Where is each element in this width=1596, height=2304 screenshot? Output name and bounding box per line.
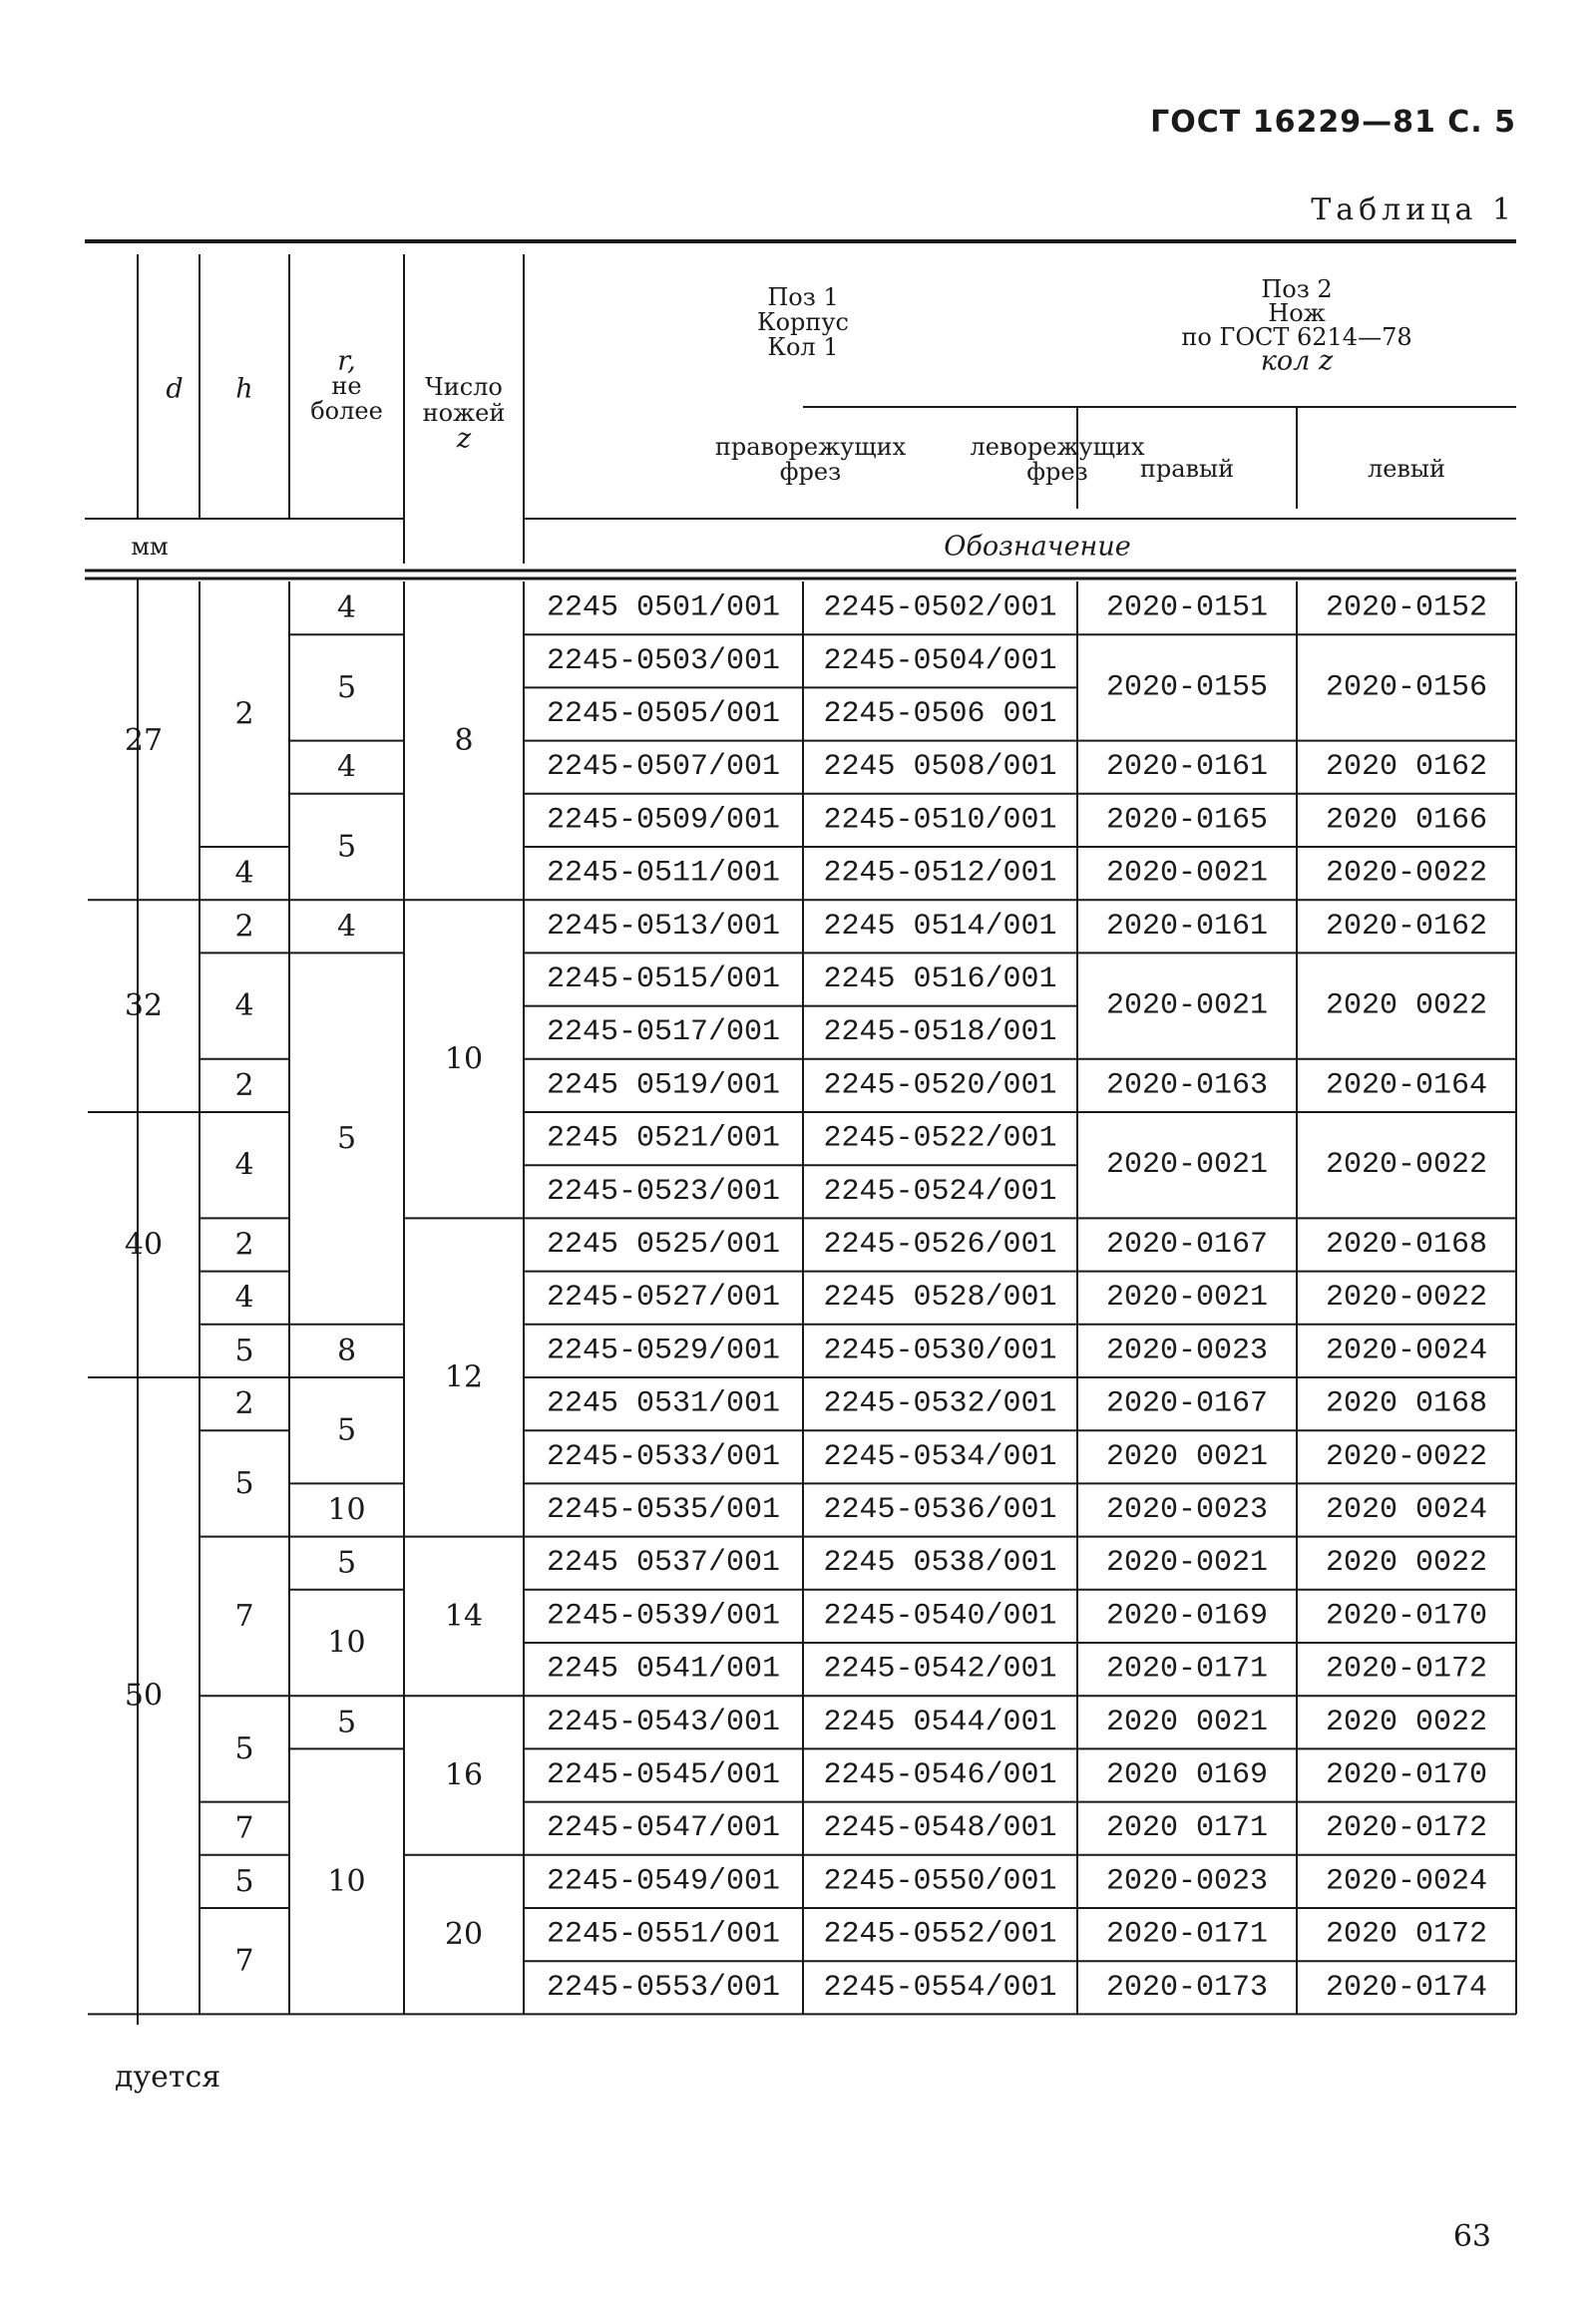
cell-knife-right: 2020-0151 <box>1105 590 1269 625</box>
header-pos2-left: левый <box>1367 455 1446 483</box>
cell-body-right: 2245-0511/001 <box>546 856 781 891</box>
cell-r: 10 <box>327 1492 366 1528</box>
cell-knife-left: 2020-0152 <box>1325 590 1488 625</box>
cell-knife-left: 2020 0022 <box>1325 1546 1488 1581</box>
cell-body-right: 2245 0525/001 <box>546 1228 781 1262</box>
cell-knife-left: 2020-0164 <box>1325 1068 1488 1103</box>
header-r: r, <box>337 345 356 377</box>
cell-body-right: 2245-0551/001 <box>546 1917 781 1952</box>
cell-d: 40 <box>124 1227 164 1263</box>
cell-z: 10 <box>444 1041 484 1077</box>
cell-knife-right: 2020-0021 <box>1105 1281 1269 1316</box>
cell-r: 5 <box>336 1705 357 1740</box>
cell-body-left: 2245-0510/001 <box>823 803 1057 838</box>
cell-body-right: 2245-0545/001 <box>546 1758 781 1792</box>
cell-body-left: 2245 0544/001 <box>823 1705 1057 1739</box>
cell-body-left: 2245 0516/001 <box>823 962 1057 996</box>
cell-knife-left: 2020-0022 <box>1325 1439 1488 1474</box>
cell-body-left: 2245-0524/001 <box>823 1174 1057 1209</box>
header-pos2: кол z <box>1260 345 1334 377</box>
header-r: не <box>331 372 362 400</box>
cell-h: 7 <box>234 1598 254 1634</box>
cell-body-left: 2245 0528/001 <box>823 1281 1057 1316</box>
cell-knife-right: 2020-0165 <box>1105 803 1269 838</box>
cell-body-left: 2245-0522/001 <box>823 1121 1057 1156</box>
header-pos2: Нож <box>1268 299 1326 327</box>
cell-r: 10 <box>327 1625 366 1661</box>
cell-h: 4 <box>234 1280 254 1316</box>
cell-body-left: 2245 0508/001 <box>823 750 1057 785</box>
cell-body-left: 2245-0530/001 <box>823 1334 1057 1368</box>
header-pos1: Поз 1 <box>767 283 839 311</box>
cell-body-left: 2245-0550/001 <box>823 1864 1057 1899</box>
document-header: ГОСТ 16229—81 С. 5 <box>1150 105 1516 140</box>
cell-body-left: 2245-0554/001 <box>823 1970 1057 2005</box>
cell-knife-right: 2020 0171 <box>1105 1811 1269 1846</box>
cell-body-right: 2245-0515/001 <box>546 962 781 996</box>
cell-knife-right: 2020-0021 <box>1105 856 1269 891</box>
header-pos2: Поз 2 <box>1261 275 1333 303</box>
header-pos1: Кол 1 <box>767 333 839 361</box>
cell-knife-right: 2020-0155 <box>1105 670 1269 705</box>
cell-knife-right: 2020-0169 <box>1105 1599 1269 1634</box>
header-knife-count: z <box>456 423 472 455</box>
cell-knife-left: 2020 0022 <box>1325 1705 1488 1739</box>
cell-body-right: 2245-0549/001 <box>546 1864 781 1899</box>
cell-body-left: 2245-0548/001 <box>823 1811 1057 1846</box>
cell-knife-right: 2020-0171 <box>1105 1917 1269 1952</box>
cell-body-right: 2245 0541/001 <box>546 1652 781 1687</box>
header-knife-count: ножей <box>422 399 506 427</box>
cell-knife-right: 2020-0021 <box>1105 1148 1269 1183</box>
cell-knife-right: 2020-0023 <box>1105 1864 1269 1899</box>
cell-body-left: 2245-0546/001 <box>823 1758 1057 1792</box>
cell-knife-left: 2020-0172 <box>1325 1811 1488 1846</box>
cell-knife-right: 2020-0023 <box>1105 1334 1269 1368</box>
cell-body-right: 2245-0513/001 <box>546 909 781 944</box>
cell-body-right: 2245-0503/001 <box>546 643 781 678</box>
cell-body-right: 2245-0533/001 <box>546 1439 781 1474</box>
cell-r: 8 <box>336 1333 357 1368</box>
cell-h: 4 <box>234 988 254 1024</box>
header-d: d <box>166 373 184 405</box>
cell-d: 32 <box>124 988 164 1024</box>
page-number: 63 <box>1452 2219 1491 2254</box>
cell-knife-left: 2020-0170 <box>1325 1758 1488 1792</box>
cell-body-right: 2245 0501/001 <box>546 590 781 625</box>
cell-body-left: 2245-0512/001 <box>823 856 1057 891</box>
cell-h: 4 <box>234 856 254 892</box>
cell-body-left: 2245-0506 001 <box>823 697 1057 731</box>
cell-body-left: 2245-0504/001 <box>823 643 1057 678</box>
cell-knife-right: 2020 0021 <box>1105 1439 1269 1474</box>
cell-body-left: 2245-0526/001 <box>823 1228 1057 1262</box>
cell-knife-right: 2020-0161 <box>1105 909 1269 944</box>
cell-body-right: 2245-0517/001 <box>546 1015 781 1050</box>
header-h: h <box>235 373 253 405</box>
cell-knife-right: 2020-0023 <box>1105 1493 1269 1527</box>
cell-body-right: 2245 0521/001 <box>546 1121 781 1156</box>
cell-r: 10 <box>327 1863 366 1899</box>
cell-knife-left: 2020-0022 <box>1325 1281 1488 1316</box>
header-knife-count: Число <box>425 373 503 401</box>
cell-body-left: 2245-0518/001 <box>823 1015 1057 1050</box>
cell-h: 5 <box>234 1730 254 1766</box>
cell-knife-right: 2020 0021 <box>1105 1705 1269 1739</box>
header-r: более <box>310 397 383 425</box>
header-units: мм <box>131 533 169 561</box>
cell-body-right: 2245-0529/001 <box>546 1334 781 1368</box>
cell-knife-left: 2020-0170 <box>1325 1599 1488 1634</box>
cell-body-right: 2245-0527/001 <box>546 1281 781 1316</box>
cell-z: 8 <box>454 723 474 759</box>
cell-z: 12 <box>444 1359 484 1395</box>
cell-body-left: 2245-0536/001 <box>823 1493 1057 1527</box>
header-pos1: Корпус <box>757 308 849 336</box>
cell-knife-left: 2020-0172 <box>1325 1652 1488 1687</box>
cell-h: 7 <box>234 1943 254 1979</box>
cell-knife-right: 2020-0167 <box>1105 1386 1269 1421</box>
cell-z: 20 <box>444 1917 484 1953</box>
cell-body-right: 2245-0547/001 <box>546 1811 781 1846</box>
cell-r: 5 <box>336 669 357 705</box>
cell-h: 4 <box>234 1147 254 1183</box>
cell-knife-left: 2020 0024 <box>1325 1493 1488 1527</box>
cell-knife-left: 2020 0022 <box>1325 988 1488 1023</box>
cell-r: 4 <box>336 590 357 626</box>
cell-knife-left: 2020-0022 <box>1325 856 1488 891</box>
cell-body-right: 2245-0553/001 <box>546 1970 781 2005</box>
header-pos1-left: фрез <box>1026 458 1088 486</box>
cell-body-right: 2245-0523/001 <box>546 1174 781 1209</box>
header-designation: Обозначение <box>944 531 1131 563</box>
header-pos1-left: леворежущих <box>970 433 1145 461</box>
cell-body-left: 2245-0532/001 <box>823 1386 1057 1421</box>
cell-body-left: 2245 0538/001 <box>823 1546 1057 1581</box>
cell-h: 5 <box>234 1333 254 1368</box>
cell-r: 4 <box>336 749 357 785</box>
cell-knife-left: 2020-0024 <box>1325 1864 1488 1899</box>
cell-knife-right: 2020-0173 <box>1105 1970 1269 2005</box>
cell-knife-right: 2020-0163 <box>1105 1068 1269 1103</box>
cell-knife-left: 2020-0174 <box>1325 1970 1488 2005</box>
cell-h: 5 <box>234 1863 254 1899</box>
cell-body-right: 2245-0535/001 <box>546 1493 781 1527</box>
table-caption: Таблица 1 <box>1311 192 1516 227</box>
header-pos1-right: фрез <box>779 458 842 486</box>
cell-r: 4 <box>336 909 357 945</box>
cell-knife-right: 2020-0021 <box>1105 1546 1269 1581</box>
cell-d: 50 <box>124 1678 164 1714</box>
cell-knife-right: 2020-0021 <box>1105 988 1269 1023</box>
cell-knife-left: 2020-0022 <box>1325 1148 1488 1183</box>
cell-body-right: 2245-0543/001 <box>546 1705 781 1739</box>
cell-knife-right: 2020-0167 <box>1105 1228 1269 1262</box>
cell-h: 2 <box>234 909 254 945</box>
cell-z: 16 <box>444 1757 484 1793</box>
cell-body-right: 2245-0509/001 <box>546 803 781 838</box>
cell-r: 5 <box>336 829 357 865</box>
cell-knife-left: 2020-0024 <box>1325 1334 1488 1368</box>
cell-h: 2 <box>234 1386 254 1422</box>
cell-h: 2 <box>234 696 254 732</box>
cell-h: 5 <box>234 1465 254 1501</box>
cell-body-left: 2245 0514/001 <box>823 909 1057 944</box>
cell-knife-right: 2020-0161 <box>1105 750 1269 785</box>
cell-h: 2 <box>234 1067 254 1103</box>
cell-r: 5 <box>336 1545 357 1581</box>
cell-body-right: 2245-0505/001 <box>546 697 781 731</box>
header-pos2: по ГОСТ 6214—78 <box>1181 323 1412 351</box>
cell-knife-right: 2020 0169 <box>1105 1758 1269 1792</box>
cell-body-right: 2245-0507/001 <box>546 750 781 785</box>
cell-body-left: 2245-0540/001 <box>823 1599 1057 1634</box>
footer-text: дуется <box>115 2060 221 2095</box>
cell-knife-left: 2020-0168 <box>1325 1228 1488 1262</box>
cell-knife-left: 2020-0156 <box>1325 670 1488 705</box>
cell-body-left: 2245-0552/001 <box>823 1917 1057 1952</box>
cell-knife-left: 2020-0162 <box>1325 909 1488 944</box>
header-pos1-right: праворежущих <box>714 433 907 461</box>
cell-body-right: 2245 0531/001 <box>546 1386 781 1421</box>
cell-z: 14 <box>444 1598 484 1634</box>
cell-h: 2 <box>234 1227 254 1263</box>
cell-body-right: 2245 0537/001 <box>546 1546 781 1581</box>
cell-body-right: 2245-0539/001 <box>546 1599 781 1634</box>
cell-body-left: 2245-0542/001 <box>823 1652 1057 1687</box>
cell-body-left: 2245-0502/001 <box>823 590 1057 625</box>
cell-knife-left: 2020 0172 <box>1325 1917 1488 1952</box>
cell-knife-left: 2020 0166 <box>1325 803 1488 838</box>
header-pos2-right: правый <box>1139 455 1235 483</box>
cell-knife-left: 2020 0162 <box>1325 750 1488 785</box>
cell-r: 5 <box>336 1121 357 1157</box>
cell-d: 27 <box>124 723 164 759</box>
cell-body-left: 2245-0520/001 <box>823 1068 1057 1103</box>
cell-r: 5 <box>336 1412 357 1448</box>
cell-knife-left: 2020 0168 <box>1325 1386 1488 1421</box>
cell-body-left: 2245-0534/001 <box>823 1439 1057 1474</box>
cell-h: 7 <box>234 1810 254 1846</box>
cell-body-right: 2245 0519/001 <box>546 1068 781 1103</box>
cell-knife-right: 2020-0171 <box>1105 1652 1269 1687</box>
